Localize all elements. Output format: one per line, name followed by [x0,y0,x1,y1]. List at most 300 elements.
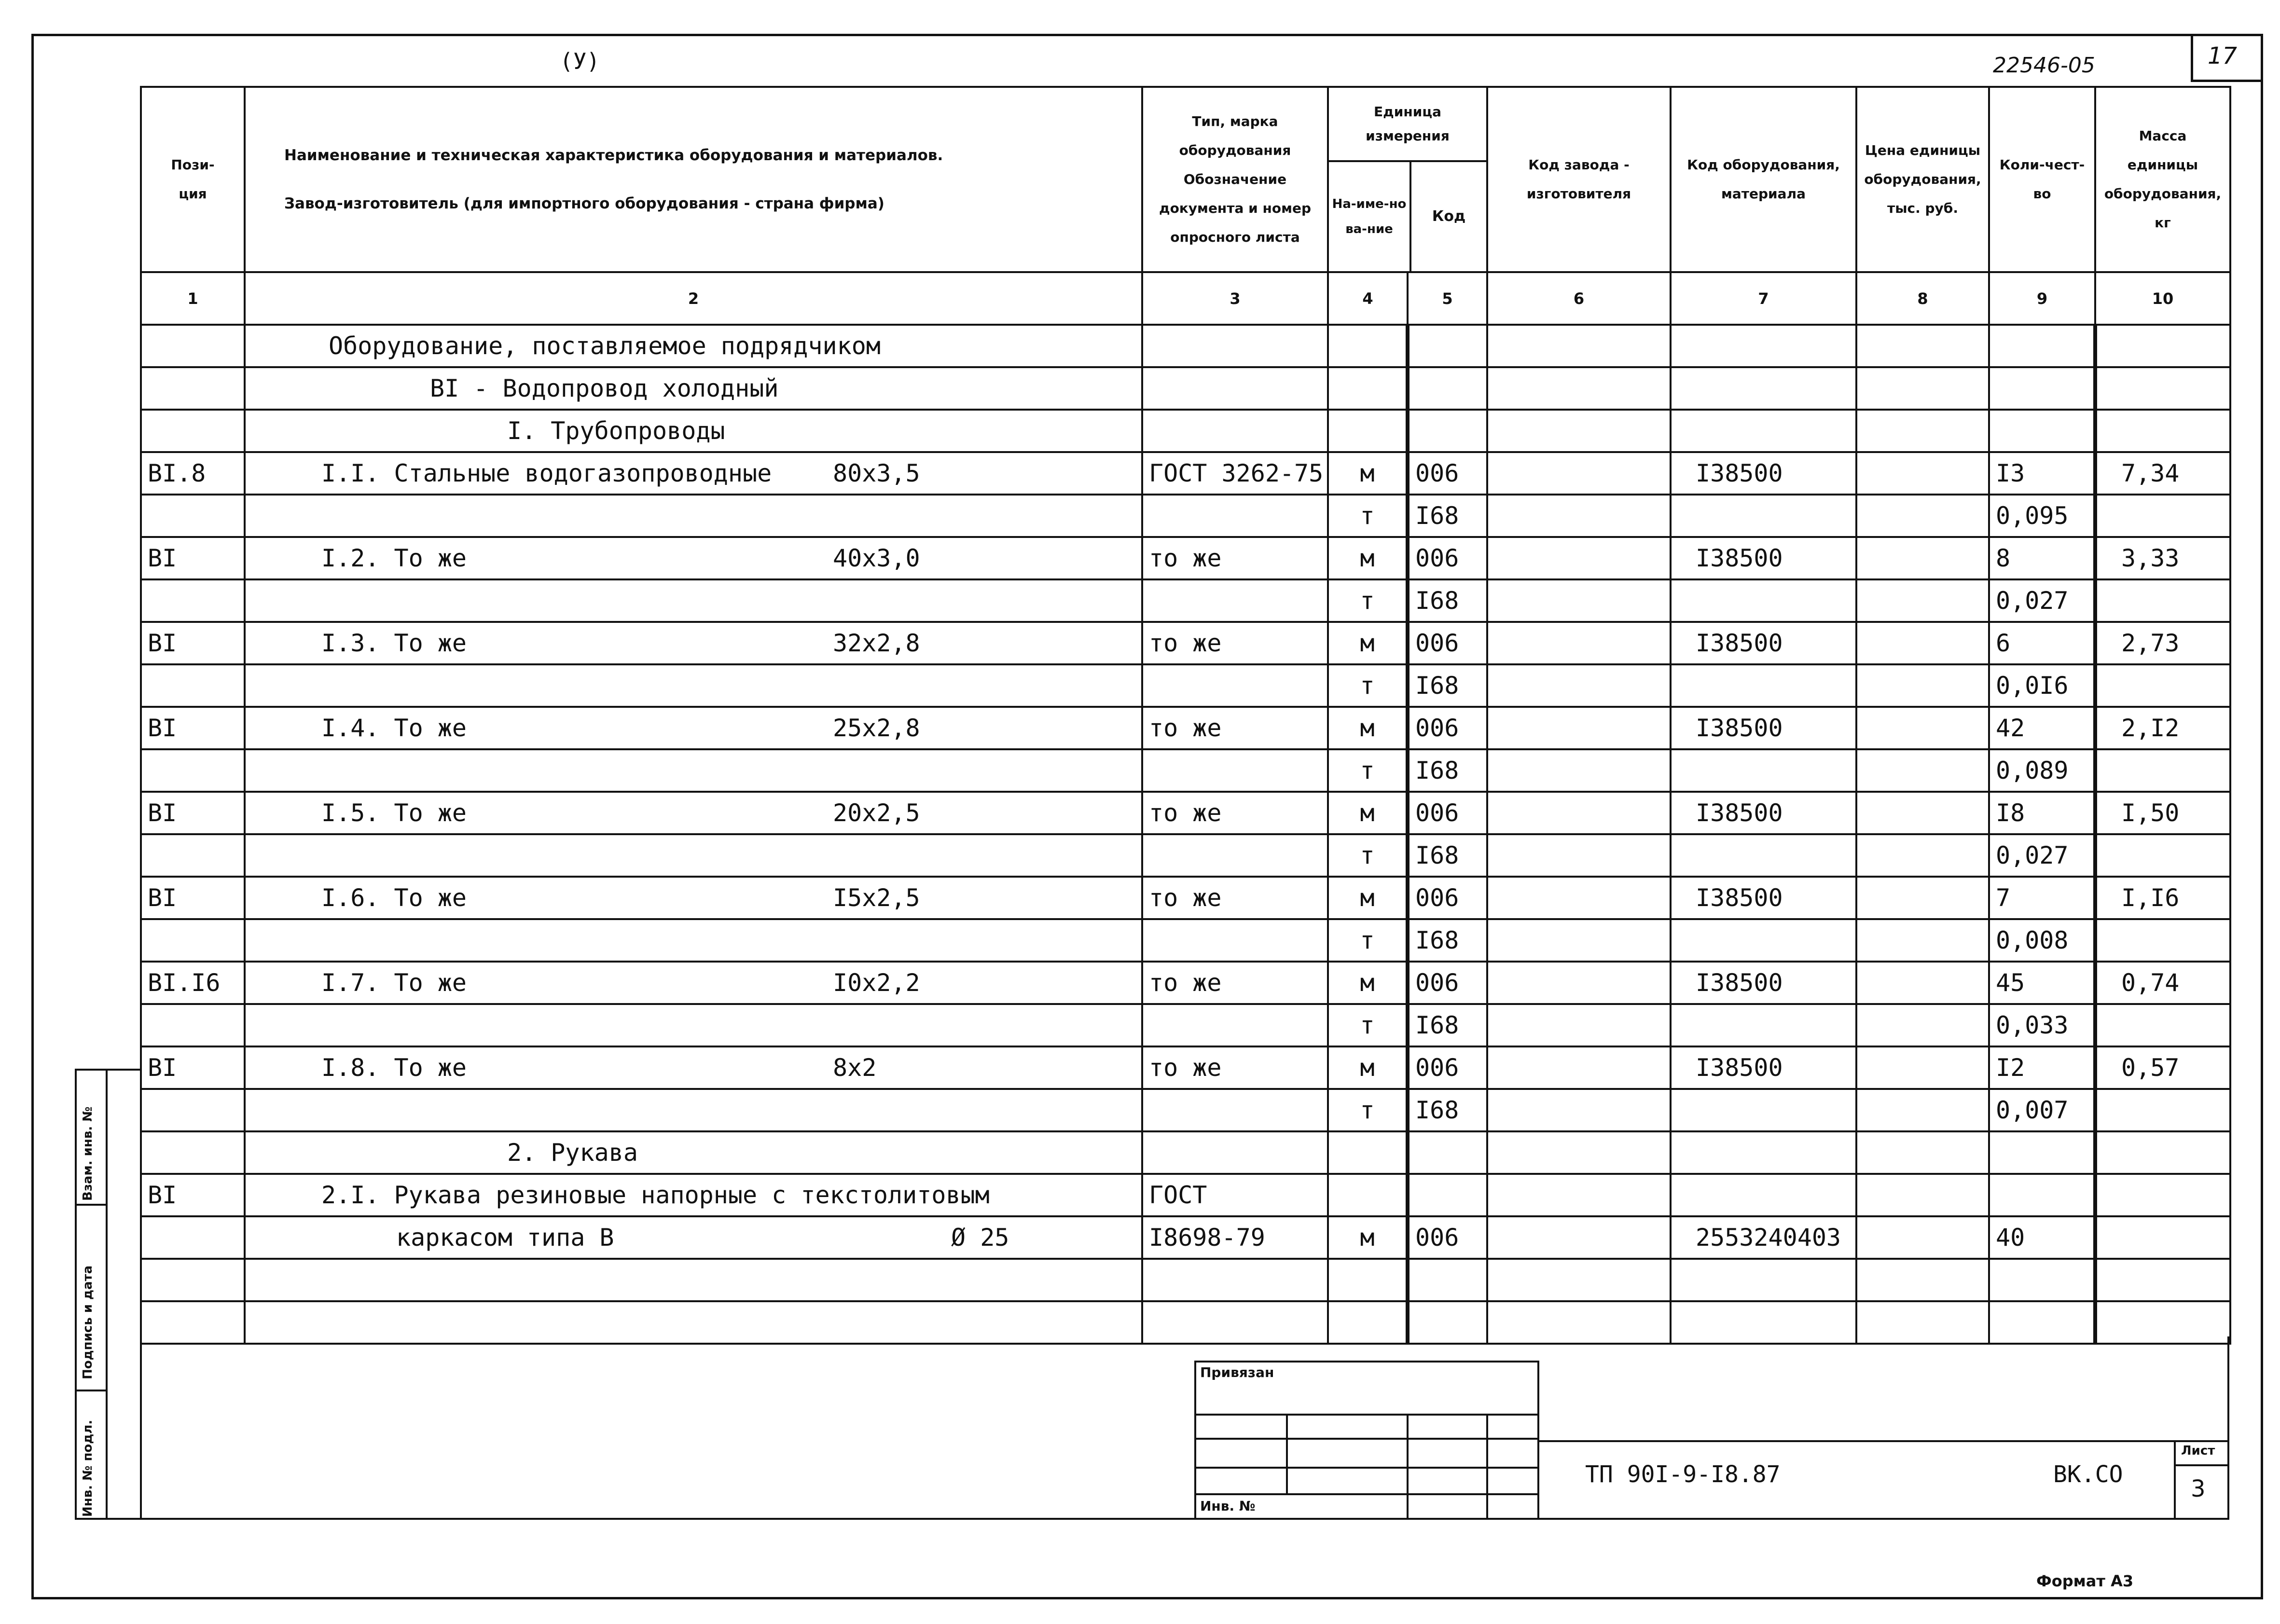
cell-type [1142,834,1328,877]
item-name: I. Трубопроводы [507,417,725,445]
cell-name [245,1216,1142,1259]
item-size: I5x2,5 [833,884,920,912]
col-header-type-text: Тип, марка оборудования Обозначение документа и номер опросного листа [1159,113,1312,245]
cell-mass [2095,1259,2230,1301]
cell-quantity [1989,1174,2095,1216]
cell-unit-code: 006 [1408,537,1487,579]
cell-factory-code [1487,1216,1671,1259]
cell-name [245,877,1142,919]
cell-material-code [1671,367,1856,410]
item-name: I.I. Стальные водогазопроводные [321,459,772,487]
cell-factory-code [1487,325,1671,367]
cell-quantity [1989,325,2095,367]
cell-mass [2095,325,2230,367]
cell-material-code [1671,579,1856,622]
cell-type: I8698-79 [1142,1216,1328,1259]
cell-type [1142,495,1328,537]
cell-quantity [1989,1131,2095,1174]
cell-material-code: 2553240403 [1671,1216,1856,1259]
cell-type [1142,1089,1328,1131]
top-label: (У) [560,48,600,74]
side-label-podpis: Подпись и дата [81,1265,95,1379]
cell-factory-code [1487,1089,1671,1131]
cell-unit-code: 006 [1408,877,1487,919]
cell-name [245,1131,1142,1174]
cell-factory-code [1487,537,1671,579]
col-number: 2 [245,272,1142,325]
cell-factory-code [1487,622,1671,664]
table-row [141,707,2230,749]
cell-type: то же [1142,792,1328,834]
cell-mass: 2,73 [2095,622,2230,664]
cell-mass [2095,1216,2230,1259]
cell-type: то же [1142,877,1328,919]
cell-material-code [1671,749,1856,792]
cell-name [245,1089,1142,1131]
cell-name [245,1174,1142,1216]
cell-name [245,1259,1142,1301]
cell-factory-code [1487,749,1671,792]
cell-name [245,792,1142,834]
cell-factory-code [1487,707,1671,749]
cell-unit-code [1408,367,1487,410]
cell-price [1856,707,1989,749]
cell-position: BI.I6 [141,962,245,1004]
table-row [141,1216,2230,1259]
cell-factory-code [1487,664,1671,707]
cell-unit-code: 006 [1408,962,1487,1004]
name-wrap [251,1139,1135,1167]
col-number: 10 [2095,272,2230,325]
unit-subheaders [1329,162,1486,271]
cell-position: BI.8 [141,452,245,495]
cell-type [1142,1259,1328,1301]
cell-factory-code [1487,410,1671,452]
table-row [141,622,2230,664]
cell-unit [1328,1259,1408,1301]
cell-name [245,325,1142,367]
cell-name [245,367,1142,410]
specification-table [140,86,2231,1345]
cell-unit [1328,325,1408,367]
cell-quantity [1989,410,2095,452]
table-row [141,664,2230,707]
cell-price [1856,834,1989,877]
cell-price [1856,367,1989,410]
col-number: 3 [1142,272,1328,325]
cell-name [245,664,1142,707]
cell-price [1856,962,1989,1004]
side-label-vzam: Взам. инв. № [81,1106,95,1201]
cell-mass [2095,410,2230,452]
cell-type [1142,664,1328,707]
cell-factory-code [1487,1004,1671,1046]
col-header-factory-text: Код завода - изготовителя [1526,157,1631,202]
cell-mass [2095,919,2230,962]
cell-type [1142,1004,1328,1046]
cell-quantity: 6 [1989,622,2095,664]
cell-price [1856,452,1989,495]
cell-material-code: I38500 [1671,877,1856,919]
name-wrap [251,417,1135,445]
cell-price [1856,495,1989,537]
cell-position: BI [141,1174,245,1216]
cell-material-code: I38500 [1671,792,1856,834]
item-name: I.7. То же [321,969,467,997]
sheet-stamp: 17 [2208,42,2238,69]
cell-unit-code [1408,325,1487,367]
cell-factory-code [1487,1174,1671,1216]
cell-factory-code [1487,495,1671,537]
cell-unit: м [1328,1216,1408,1259]
cell-unit [1328,367,1408,410]
item-name: I.4. То же [321,714,467,742]
cell-type [1142,410,1328,452]
cell-unit: м [1328,707,1408,749]
table-row [141,792,2230,834]
cell-type: то же [1142,707,1328,749]
cell-quantity: I2 [1989,1046,2095,1089]
cell-material-code [1671,834,1856,877]
cell-type: то же [1142,537,1328,579]
cell-type [1142,749,1328,792]
cell-position [141,1004,245,1046]
cell-name [245,962,1142,1004]
table-row [141,877,2230,919]
name-wrap [251,629,1135,657]
cell-unit [1328,1131,1408,1174]
col-number: 8 [1856,272,1989,325]
cell-factory-code [1487,367,1671,410]
item-size: 32x2,8 [833,629,920,657]
item-size: 8x2 [833,1054,877,1082]
cell-quantity: 45 [1989,962,2095,1004]
cell-type [1142,919,1328,962]
cell-name [245,707,1142,749]
cell-unit-code: 006 [1408,792,1487,834]
cell-unit-code [1408,1259,1487,1301]
document-code: ВК.СО [2053,1461,2123,1488]
cell-position [141,664,245,707]
col-header-unit-group [1328,87,1487,272]
tb-line [1286,1414,1288,1493]
cell-unit-code: 006 [1408,707,1487,749]
cell-quantity: 0,0I6 [1989,664,2095,707]
cell-position [141,834,245,877]
cell-material-code [1671,325,1856,367]
cell-price [1856,664,1989,707]
table-row [141,919,2230,962]
cell-price [1856,1216,1989,1259]
cell-name [245,452,1142,495]
cell-name [245,622,1142,664]
cell-unit-code [1408,1174,1487,1216]
cell-unit: т [1328,495,1408,537]
item-name: I.8. То же [321,1054,467,1082]
col-number: 6 [1487,272,1671,325]
name-wrap [251,1054,1135,1082]
cell-name [245,537,1142,579]
list-label: Лист [2181,1444,2215,1458]
doc-number: 22546-05 [1993,53,2095,78]
item-name: Оборудование, поставляемое подрядчиком [329,332,881,360]
cell-mass [2095,664,2230,707]
cell-name [245,410,1142,452]
name-wrap [251,884,1135,912]
cell-unit-code: I68 [1408,919,1487,962]
table-row [141,749,2230,792]
cell-price [1856,410,1989,452]
col-header-unit-code: Код [1432,208,1466,225]
cell-quantity: 0,027 [1989,579,2095,622]
table-row [141,1004,2230,1046]
project-number: ТП 90I-9-I8.87 [1585,1461,1781,1488]
table-row [141,1259,2230,1301]
col-header-position [141,87,245,272]
cell-factory-code [1487,877,1671,919]
cell-position [141,1216,245,1259]
cell-unit-code: I68 [1408,1004,1487,1046]
col-header-name [245,87,1142,272]
cell-unit: т [1328,1004,1408,1046]
cell-unit-code: I68 [1408,664,1487,707]
cell-quantity: 0,007 [1989,1089,2095,1131]
cell-mass [2095,1004,2230,1046]
cell-factory-code [1487,1259,1671,1301]
cell-material-code [1671,495,1856,537]
cell-price [1856,622,1989,664]
cell-type [1142,1131,1328,1174]
col-header-quantity [1989,87,2095,272]
cell-unit: м [1328,622,1408,664]
cell-quantity: 0,033 [1989,1004,2095,1046]
item-size: 40x3,0 [833,544,920,572]
cell-mass: I,50 [2095,792,2230,834]
table-row [141,410,2230,452]
cell-name [245,1004,1142,1046]
cell-unit: т [1328,834,1408,877]
cell-position [141,749,245,792]
item-size: I0x2,2 [833,969,920,997]
name-wrap [251,1181,1135,1209]
cell-type [1142,367,1328,410]
name-wrap [251,1224,1135,1252]
cell-position [141,495,245,537]
cell-unit: т [1328,579,1408,622]
table-row [141,962,2230,1004]
cell-factory-code [1487,919,1671,962]
cell-material-code [1671,1131,1856,1174]
col-header-factory [1487,87,1671,272]
col-header-mass [2095,87,2230,272]
cell-mass: 0,74 [2095,962,2230,1004]
table-row [141,495,2230,537]
cell-mass: 0,57 [2095,1046,2230,1089]
table-row [141,1046,2230,1089]
cell-unit-code: I68 [1408,495,1487,537]
cell-mass: 2,I2 [2095,707,2230,749]
table-row [141,1089,2230,1131]
cell-unit-code: 006 [1408,1046,1487,1089]
cell-mass [2095,1089,2230,1131]
table-row [141,579,2230,622]
cell-position [141,919,245,962]
name-wrap [251,714,1135,742]
cell-position: BI [141,707,245,749]
cell-mass [2095,495,2230,537]
item-size: 80x3,5 [833,459,920,487]
cell-factory-code [1487,962,1671,1004]
cell-material-code: I38500 [1671,452,1856,495]
cell-material-code [1671,410,1856,452]
item-name: 2.I. Рукава резиновые напорные с текстолитовым [321,1181,990,1209]
side-stamp-inner-line [106,1071,108,1518]
tb-line [2174,1440,2176,1520]
list-value: 3 [2191,1475,2206,1502]
cell-unit-code: I68 [1408,834,1487,877]
cell-price [1856,1089,1989,1131]
col-header-material-text: Код оборудования, материала [1687,157,1840,202]
cell-unit [1328,1174,1408,1216]
cell-unit: м [1328,877,1408,919]
cell-material-code [1671,919,1856,962]
cell-unit: м [1328,537,1408,579]
cell-mass [2095,367,2230,410]
cell-price [1856,792,1989,834]
cell-mass: 7,34 [2095,452,2230,495]
col-number: 5 [1408,272,1487,325]
cell-unit-code: I68 [1408,749,1487,792]
cell-position [141,1259,245,1301]
cell-price [1856,1174,1989,1216]
cell-unit: т [1328,919,1408,962]
item-name: I.3. То же [321,629,467,657]
cell-quantity: 0,027 [1989,834,2095,877]
cell-unit-code [1408,410,1487,452]
cell-factory-code [1487,1046,1671,1089]
cell-name [245,749,1142,792]
cell-quantity: 42 [1989,707,2095,749]
cell-factory-code [1487,792,1671,834]
cell-position [141,1131,245,1174]
name-wrap [251,544,1135,572]
item-name: BI - Водопровод холодный [430,374,779,402]
table-row [141,367,2230,410]
tb-line [1407,1414,1409,1520]
cell-factory-code [1487,579,1671,622]
cell-position [141,579,245,622]
table-row [141,452,2230,495]
table-row [141,325,2230,367]
cell-quantity: 0,095 [1989,495,2095,537]
cell-type: то же [1142,962,1328,1004]
cell-type: то же [1142,1046,1328,1089]
cell-type: то же [1142,622,1328,664]
cell-name [245,919,1142,962]
cell-unit: т [1328,1089,1408,1131]
cell-unit: м [1328,962,1408,1004]
item-size: Ø 25 [951,1224,1009,1252]
name-wrap [251,969,1135,997]
cell-mass [2095,1174,2230,1216]
col-header-type [1142,87,1328,272]
cell-position: BI [141,537,245,579]
col-header-unit-name: На-име-нова-ние [1329,162,1411,271]
cell-type: ГОСТ 3262-75 [1142,452,1328,495]
format-label: Формат А3 [2036,1572,2134,1590]
unit-group-title: Единица измерения [1329,88,1486,162]
col-header-position-text: Пози- ция [171,157,215,202]
cell-quantity [1989,1259,2095,1301]
cell-price [1856,1046,1989,1089]
cell-unit-code [1408,1131,1487,1174]
tb-line [2174,1464,2229,1466]
cell-material-code [1671,1174,1856,1216]
cell-quantity: 0,089 [1989,749,2095,792]
name-wrap [251,799,1135,827]
specification-body [141,325,2230,1344]
col-header-material [1671,87,1856,272]
cell-position: BI [141,792,245,834]
table-row [141,537,2230,579]
cell-mass [2095,749,2230,792]
column-number-row [141,272,2230,325]
item-name: I.5. То же [321,799,467,827]
cell-unit-code: 006 [1408,452,1487,495]
cell-unit-code: I68 [1408,579,1487,622]
cell-unit-code: 006 [1408,622,1487,664]
cell-unit-code: 006 [1408,1216,1487,1259]
cell-factory-code [1487,452,1671,495]
cell-mass: 3,33 [2095,537,2230,579]
cell-material-code: I38500 [1671,622,1856,664]
name-wrap [251,459,1135,487]
col-header-price-text: Цена единицы оборудования, тыс. руб. [1864,142,1981,216]
cell-material-code: I38500 [1671,962,1856,1004]
cell-name [245,579,1142,622]
item-name: каркасом типа В [396,1224,614,1252]
cell-quantity: 8 [1989,537,2095,579]
cell-material-code: I38500 [1671,1046,1856,1089]
col-number: 7 [1671,272,1856,325]
cell-unit-code: I68 [1408,1089,1487,1131]
cell-quantity: I8 [1989,792,2095,834]
cell-mass [2095,1131,2230,1174]
cell-price [1856,537,1989,579]
cell-price [1856,1131,1989,1174]
cell-unit: м [1328,792,1408,834]
cell-price [1856,1259,1989,1301]
cell-price [1856,749,1989,792]
cell-type [1142,325,1328,367]
cell-material-code [1671,1089,1856,1131]
item-size: 25x2,8 [833,714,920,742]
cell-position [141,325,245,367]
cell-material-code [1671,664,1856,707]
table-row [141,834,2230,877]
item-name: I.6. То же [321,884,467,912]
cell-material-code: I38500 [1671,707,1856,749]
cell-material-code: I38500 [1671,537,1856,579]
cell-unit: т [1328,664,1408,707]
table-row [141,1131,2230,1174]
cell-type: ГОСТ [1142,1174,1328,1216]
col-number: 1 [141,272,245,325]
cell-price [1856,579,1989,622]
item-size: 20x2,5 [833,799,920,827]
name-wrap [251,332,1135,360]
col-number: 4 [1328,272,1408,325]
